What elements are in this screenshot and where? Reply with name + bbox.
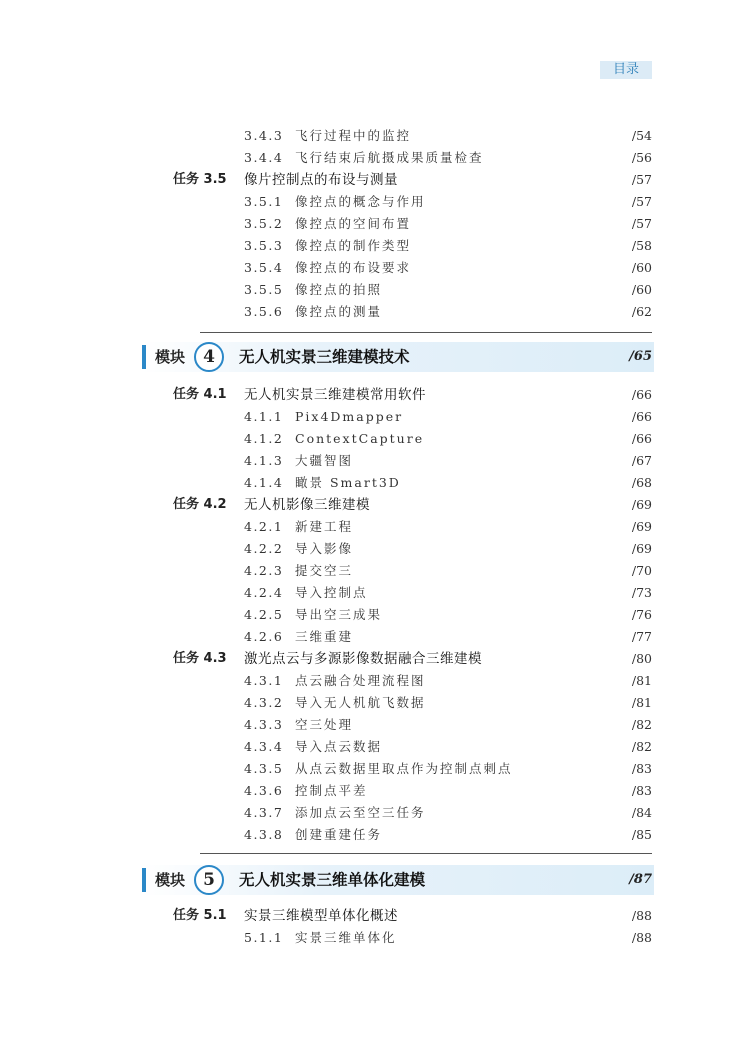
toc-task-entry[interactable] — [0, 906, 750, 926]
toc-subsection-entry[interactable] — [0, 407, 750, 427]
subsection-title: 飞行过程中的监控 — [295, 128, 412, 143]
divider-before-module5 — [200, 853, 652, 854]
page-number: /67 — [631, 453, 652, 468]
toc-subsection-entry[interactable] — [0, 803, 750, 823]
page-number: /73 — [631, 585, 652, 600]
toc-subsection-entry[interactable] — [0, 236, 750, 256]
subsection-number: 4.2.2 — [244, 541, 284, 556]
subsection-title: 导入点云数据 — [295, 739, 383, 754]
toc-subsection-entry[interactable] — [0, 126, 750, 146]
subsection-title: 提交空三 — [295, 563, 354, 578]
page-number: /70 — [631, 563, 652, 578]
subsection-title: 像控点的制作类型 — [295, 238, 412, 253]
subsection-number: 4.1.2 — [244, 431, 284, 446]
task-title: 像片控制点的布设与测量 — [244, 172, 398, 188]
subsection-title: 空三处理 — [295, 717, 354, 732]
subsection-number: 3.5.4 — [244, 260, 284, 275]
toc-subsection-entry[interactable] — [0, 280, 750, 300]
toc-header-tab: 目录 — [600, 61, 652, 79]
toc-subsection-entry[interactable] — [0, 627, 750, 647]
task-title: 无人机影像三维建模 — [244, 497, 370, 513]
task-label: 任务 4.2 — [173, 497, 227, 512]
toc-subsection-entry[interactable] — [0, 517, 750, 537]
subsection-number: 4.2.5 — [244, 607, 284, 622]
subsection-title: 像控点的布设要求 — [295, 260, 412, 275]
subsection-number: 4.2.3 — [244, 563, 284, 578]
task-label: 任务 3.5 — [173, 172, 227, 187]
toc-subsection-entry[interactable] — [0, 605, 750, 625]
page-number: /60 — [631, 260, 652, 275]
subsection-number: 4.3.7 — [244, 805, 284, 820]
subsection-number: 4.3.1 — [244, 673, 284, 688]
module-page: /65 — [629, 349, 652, 364]
subsection-title: 导入无人机航飞数据 — [295, 695, 426, 710]
subsection-title: Pix4Dmapper — [295, 409, 404, 424]
page-number: /85 — [631, 827, 652, 842]
subsection-number: 4.2.6 — [244, 629, 284, 644]
subsection-number: 3.4.4 — [244, 150, 284, 165]
subsection-number: 4.3.6 — [244, 783, 284, 798]
page-number: /54 — [631, 128, 652, 143]
subsection-number: 4.3.8 — [244, 827, 284, 842]
page-number: /60 — [631, 282, 652, 297]
subsection-title: ContextCapture — [295, 431, 425, 446]
module-number-badge: 5 — [194, 865, 224, 895]
subsection-number: 4.3.3 — [244, 717, 284, 732]
page-number: /57 — [631, 194, 652, 209]
subsection-title: 像控点的空间布置 — [295, 216, 412, 231]
task-label: 任务 4.1 — [173, 387, 227, 402]
module-title: 无人机实景三维建模技术 — [239, 348, 410, 366]
page-number: /57 — [631, 216, 652, 231]
subsection-number: 3.4.3 — [244, 128, 284, 143]
task-title: 实景三维模型单体化概述 — [244, 908, 398, 924]
page-number: /84 — [631, 805, 652, 820]
subsection-title: 飞行结束后航摄成果质量检查 — [295, 150, 484, 165]
subsection-title: 从点云数据里取点作为控制点刺点 — [295, 761, 513, 776]
toc-subsection-entry[interactable] — [0, 781, 750, 801]
page-number: /62 — [631, 304, 652, 319]
subsection-title: 实景三维单体化 — [295, 930, 397, 945]
module-5-heading[interactable] — [142, 865, 654, 895]
toc-subsection-entry[interactable] — [0, 451, 750, 471]
module-accent-bar — [142, 345, 146, 369]
module-accent-bar — [142, 868, 146, 892]
toc-subsection-entry[interactable] — [0, 561, 750, 581]
task-title: 激光点云与多源影像数据融合三维建模 — [244, 651, 482, 667]
subsection-title: 点云融合处理流程图 — [295, 673, 426, 688]
subsection-title: 导入影像 — [295, 541, 354, 556]
page-number: /88 — [631, 908, 652, 923]
toc-subsection-entry[interactable] — [0, 759, 750, 779]
toc-subsection-entry[interactable] — [0, 737, 750, 757]
toc-subsection-entry[interactable] — [0, 302, 750, 322]
subsection-number: 3.5.1 — [244, 194, 284, 209]
subsection-title: 瞰景 Smart3D — [295, 475, 401, 490]
module-title: 无人机实景三维单体化建模 — [239, 871, 426, 889]
toc-subsection-entry[interactable] — [0, 715, 750, 735]
module-page: /87 — [629, 872, 652, 887]
subsection-title: 创建重建任务 — [295, 827, 383, 842]
toc-subsection-entry[interactable] — [0, 214, 750, 234]
subsection-title: 添加点云至空三任务 — [295, 805, 426, 820]
module-4-heading[interactable] — [142, 342, 654, 372]
task-title: 无人机实景三维建模常用软件 — [244, 387, 426, 403]
task-label: 任务 5.1 — [173, 908, 227, 923]
task-label: 任务 4.3 — [173, 651, 227, 666]
subsection-number: 4.1.4 — [244, 475, 284, 490]
page-number: /66 — [631, 387, 652, 402]
toc-task-entry[interactable] — [0, 385, 750, 405]
page-number: /66 — [631, 431, 652, 446]
subsection-title: 大疆智图 — [295, 453, 354, 468]
subsection-number: 4.1.3 — [244, 453, 284, 468]
page-number: /77 — [631, 629, 652, 644]
subsection-title: 导入控制点 — [295, 585, 368, 600]
page-number: /83 — [631, 783, 652, 798]
toc-subsection-entry[interactable] — [0, 192, 750, 212]
toc-task-entry[interactable] — [0, 170, 750, 190]
page-number: /58 — [631, 238, 652, 253]
page-number: /81 — [631, 695, 652, 710]
page-number: /81 — [631, 673, 652, 688]
module-number-badge: 4 — [194, 342, 224, 372]
toc-subsection-entry[interactable] — [0, 693, 750, 713]
page-number: /66 — [631, 409, 652, 424]
toc-subsection-entry[interactable] — [0, 258, 750, 278]
page-number: /57 — [631, 172, 652, 187]
page-number: /88 — [631, 930, 652, 945]
divider-before-module4 — [200, 332, 652, 333]
subsection-title: 像控点的概念与作用 — [295, 194, 426, 209]
toc-subsection-entry[interactable] — [0, 473, 750, 493]
subsection-number: 3.5.5 — [244, 282, 284, 297]
subsection-number: 4.3.4 — [244, 739, 284, 754]
toc-subsection-entry[interactable] — [0, 825, 750, 845]
module-word: 模块 — [155, 348, 186, 366]
subsection-title: 三维重建 — [295, 629, 354, 644]
subsection-number: 4.1.1 — [244, 409, 284, 424]
subsection-title: 控制点平差 — [295, 783, 368, 798]
subsection-number: 5.1.1 — [244, 930, 284, 945]
subsection-number: 4.2.1 — [244, 519, 284, 534]
page-number: /83 — [631, 761, 652, 776]
toc-task-entry[interactable] — [0, 649, 750, 669]
toc-subsection-entry[interactable] — [0, 148, 750, 168]
toc-task-entry[interactable] — [0, 495, 750, 515]
subsection-title: 新建工程 — [295, 519, 354, 534]
page-number: /69 — [631, 541, 652, 556]
toc-subsection-entry[interactable] — [0, 429, 750, 449]
subsection-number: 3.5.3 — [244, 238, 284, 253]
toc-subsection-entry[interactable] — [0, 583, 750, 603]
subsection-number: 3.5.6 — [244, 304, 284, 319]
module-word: 模块 — [155, 871, 186, 889]
subsection-title: 像控点的拍照 — [295, 282, 383, 297]
toc-subsection-entry[interactable] — [0, 671, 750, 691]
toc-subsection-entry[interactable] — [0, 539, 750, 559]
subsection-number: 4.2.4 — [244, 585, 284, 600]
page-number: /56 — [631, 150, 652, 165]
page-number: /69 — [631, 519, 652, 534]
subsection-number: 4.3.2 — [244, 695, 284, 710]
subsection-number: 4.3.5 — [244, 761, 284, 776]
toc-subsection-entry[interactable] — [0, 928, 750, 948]
subsection-title: 导出空三成果 — [295, 607, 383, 622]
page-number: /68 — [631, 475, 652, 490]
page-number: /82 — [631, 717, 652, 732]
subsection-title: 像控点的测量 — [295, 304, 383, 319]
page-number: /82 — [631, 739, 652, 754]
subsection-number: 3.5.2 — [244, 216, 284, 231]
page-number: /69 — [631, 497, 652, 512]
page-number: /76 — [631, 607, 652, 622]
page-number: /80 — [631, 651, 652, 666]
